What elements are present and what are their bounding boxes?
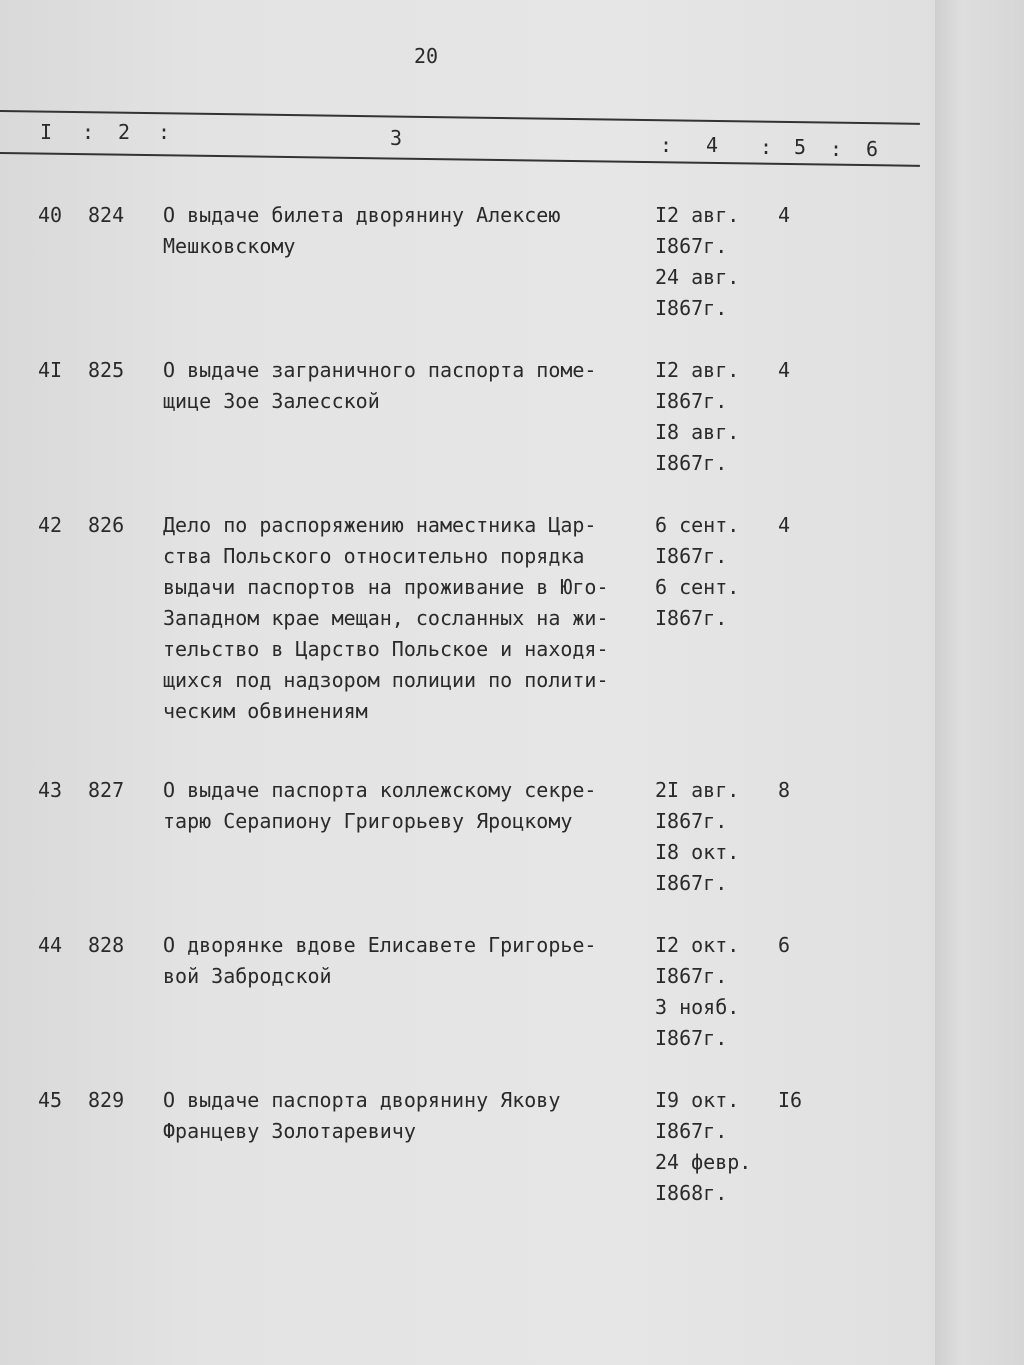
- title-line: О выдаче заграничного паспорта поме-: [163, 358, 597, 382]
- title-line: О дворянке вдове Елисавете Григорье-: [163, 933, 597, 957]
- header-bottom-rule: [0, 152, 920, 167]
- date-line: I867г.: [655, 809, 728, 833]
- entry-dates: [655, 355, 739, 479]
- date-line: I2 авг.: [655, 203, 740, 227]
- sheet-count: 8: [778, 778, 791, 802]
- entry-dates: [655, 775, 739, 899]
- date-line: I867г.: [655, 451, 728, 475]
- entry-title: [163, 510, 609, 727]
- inventory-number: 827: [88, 778, 125, 802]
- date-line: I867г.: [655, 389, 728, 413]
- date-line: 3 нояб.: [655, 995, 740, 1019]
- title-line: вой Забродской: [163, 964, 332, 988]
- entry-number: 44: [38, 933, 63, 957]
- date-line: I867г.: [655, 234, 728, 258]
- title-line: Западном крае мещан, сосланных на жи-: [163, 606, 609, 630]
- entry-number: 40: [38, 203, 63, 227]
- title-line: О выдаче билета дворянину Алексею: [163, 203, 561, 227]
- date-line: I9 окт.: [655, 1088, 740, 1112]
- date-line: I867г.: [655, 544, 728, 568]
- inventory-number: 824: [88, 203, 125, 227]
- inventory-number: 826: [88, 513, 125, 537]
- title-line: щице Зое Залесской: [163, 389, 380, 413]
- date-line: I867г.: [655, 1026, 728, 1050]
- date-line: I2 окт.: [655, 933, 740, 957]
- date-line: 6 сент.: [655, 513, 740, 537]
- title-line: тельство в Царство Польское и находя-: [163, 637, 609, 661]
- inventory-number: 828: [88, 933, 125, 957]
- date-line: 24 авг.: [655, 265, 740, 289]
- date-line: I867г.: [655, 296, 728, 320]
- inventory-number: 825: [88, 358, 125, 382]
- title-line: тарю Серапиону Григорьеву Яроцкому: [163, 809, 573, 833]
- column-separator: :: [830, 137, 843, 161]
- entry-dates: [655, 200, 739, 324]
- entry-number: 43: [38, 778, 63, 802]
- sheet-count: 4: [778, 203, 791, 227]
- entry-title: [163, 355, 596, 417]
- date-line: I8 окт.: [655, 840, 740, 864]
- title-line: Мешковскому: [163, 234, 296, 258]
- sheet-count: 4: [778, 358, 791, 382]
- date-line: 6 сент.: [655, 575, 740, 599]
- entry-number: 42: [38, 513, 63, 537]
- column-separator: :: [660, 133, 673, 157]
- entry-title: [163, 930, 596, 992]
- entry-dates: [655, 510, 739, 634]
- date-line: 24 февр.: [655, 1150, 752, 1174]
- entry-dates: [655, 930, 739, 1054]
- entry-number: 4I: [38, 358, 63, 382]
- column-separator: :: [82, 120, 95, 144]
- entry-title: [163, 775, 596, 837]
- column-separator: :: [158, 120, 171, 144]
- date-line: I868г.: [655, 1181, 728, 1205]
- title-line: щихся под надзором полиции по полити-: [163, 668, 609, 692]
- title-line: выдачи паспортов на проживание в Юго-: [163, 575, 609, 599]
- sheet-count: 6: [778, 933, 791, 957]
- date-line: 2I авг.: [655, 778, 740, 802]
- page-edge-shadow: [935, 0, 1024, 1365]
- column-header-6: 6: [866, 137, 879, 161]
- entry-title: [163, 200, 560, 262]
- column-header-5: 5: [794, 135, 807, 159]
- date-line: I867г.: [655, 871, 728, 895]
- date-line: I867г.: [655, 1119, 728, 1143]
- title-line: Дело по распоряжению наместника Цар-: [163, 513, 597, 537]
- title-line: Францеву Золотаревичу: [163, 1119, 416, 1143]
- page-number: 20: [414, 44, 439, 68]
- entry-title: [163, 1085, 560, 1147]
- title-line: ства Польского относительно порядка: [163, 544, 585, 568]
- column-header-3: 3: [390, 126, 403, 150]
- title-line: О выдаче паспорта коллежскому секре-: [163, 778, 597, 802]
- column-header-1: I: [40, 120, 53, 144]
- date-line: I8 авг.: [655, 420, 740, 444]
- sheet-count: I6: [778, 1088, 803, 1112]
- entry-dates: [655, 1085, 751, 1209]
- title-line: О выдаче паспорта дворянину Якову: [163, 1088, 561, 1112]
- date-line: I867г.: [655, 606, 728, 630]
- sheet-count: 4: [778, 513, 791, 537]
- column-separator: :: [760, 135, 773, 159]
- column-header-2: 2: [118, 120, 131, 144]
- date-line: I867г.: [655, 964, 728, 988]
- column-header-4: 4: [706, 133, 719, 157]
- title-line: ческим обвинениям: [163, 699, 368, 723]
- entry-number: 45: [38, 1088, 63, 1112]
- header-top-rule: [0, 110, 920, 125]
- inventory-number: 829: [88, 1088, 125, 1112]
- date-line: I2 авг.: [655, 358, 740, 382]
